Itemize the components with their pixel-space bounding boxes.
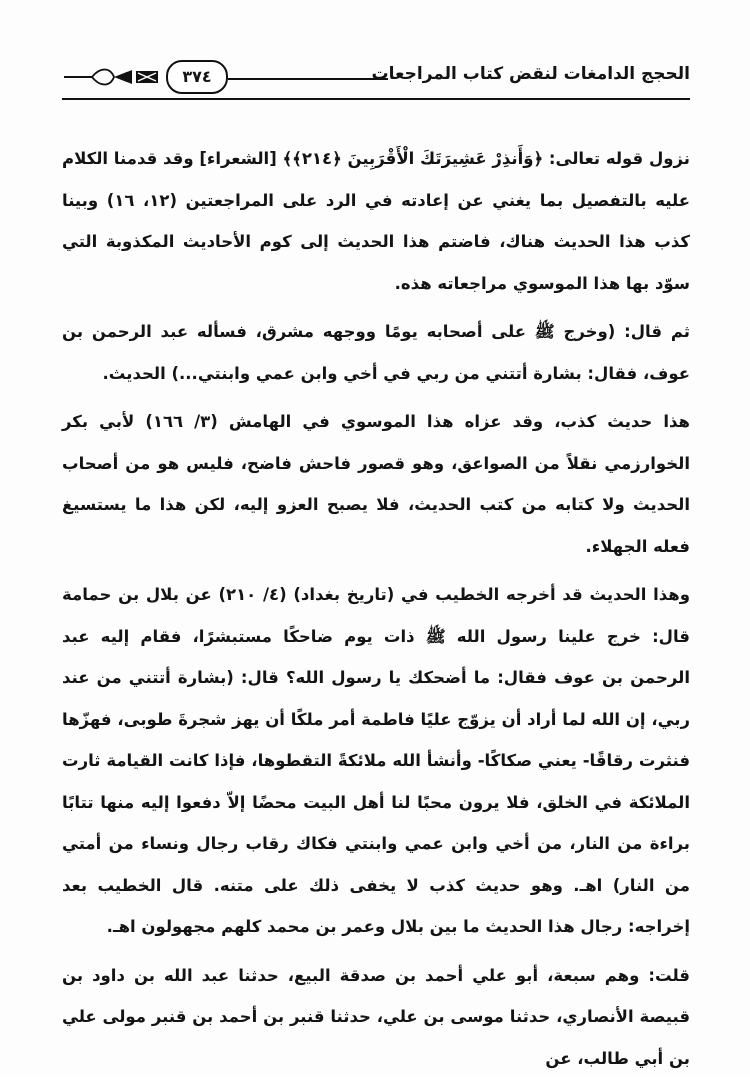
paragraph: هذا حديث كذب، وقد عزاه هذا الموسوي في الهامش (٣/ ١٦٦) لأبي بكر الخوارزمي نقلاً من الصواعق، وهو قصور فاحش فاضح، فليس هو من أصحاب الحديث ولا كتابه من كتب الحديث، فلا يصبح العزو إليه، لكن هذا ما يستسيغ فعله الجهلاء.: [62, 401, 690, 567]
header-decorative-line: [228, 78, 388, 80]
paragraph: قلت: وهم سبعة، أبو علي أحمد بن صدقة البيع، حدثنا عبد الله بن داود بن قبيصة الأنصاري، حدثنا موسى بن علي، حدثنا قنبر بن أحمد بن قنبر مولى علي بن أبي طالب، عن: [62, 955, 690, 1079]
paragraph: ثم قال: (وخرج ﷺ على أصحابه يومًا ووجهه مشرق، فسأله عبد الرحمن بن عوف، فقال: بشارة أتتني من ربي في أخي وابن عمي وابنتي...) الحديث.: [62, 311, 690, 394]
header-rule: [62, 98, 690, 100]
paragraph: وهذا الحديث قد أخرجه الخطيب في (تاريخ بغداد) (٤/ ٢١٠) عن بلال بن حمامة قال: خرج علينا رسول الله ﷺ ذات يوم ضاحكًا مستبشرًا، فقام إليه عبد الرحمن بن عوف فقال: ما أضحكك يا رسول الله؟ قال: (بشارة أتتني من عند ربي، إن الله لما أراد أن يزوّج عليًا فاطمة أمر ملكًا أن يهز شجرةَ طوبى، فهزّها فنثرت رقاقًا- يعني صكاكًا- وأنشأ الله ملائكةً التقطوها، فإذا كانت القيامة ثارت الملائكة في الخلق، فلا يرون محبًا لنا أهل البيت محضًا إلاّ دفعوا إليه منها تتابًا براءة من النار، من أخي وابن عمي وابنتي فكاك رقاب رجال ونساء من أمتي من النار) اهـ. وهو حديث كذب لا يخفى ذلك على متنه. قال الخطيب بعد إخراجه: رجال هذا الحديث ما بين بلال وعمر بن محمد كلهم مجهولون اهـ.: [62, 574, 690, 948]
header-ornament-icon: [62, 62, 162, 92]
running-title: الحجج الدامغات لنقض كتاب المراجعات: [372, 64, 690, 84]
page-number: ٣٧٤: [166, 60, 228, 94]
paragraph: نزول قوله تعالى: ﴿وَأَنذِرْ عَشِيرَتَكَ الْأَقْرَبِينَ ﴿٢١٤﴾﴾ [الشعراء] وقد قدمنا الكلام عليه بالتفصيل بما يغني عن إعادته في الرد على المراجعتين (١٢، ١٦) وبينا كذب هذا الحديث هناك، فاضتم هذا الحديث إلى كوم الأحاديث المكذوبة التي سوّد بها هذا الموسوي مراجعاته هذه.: [62, 138, 690, 304]
page-header: [62, 58, 690, 98]
page-body: [62, 138, 690, 1079]
